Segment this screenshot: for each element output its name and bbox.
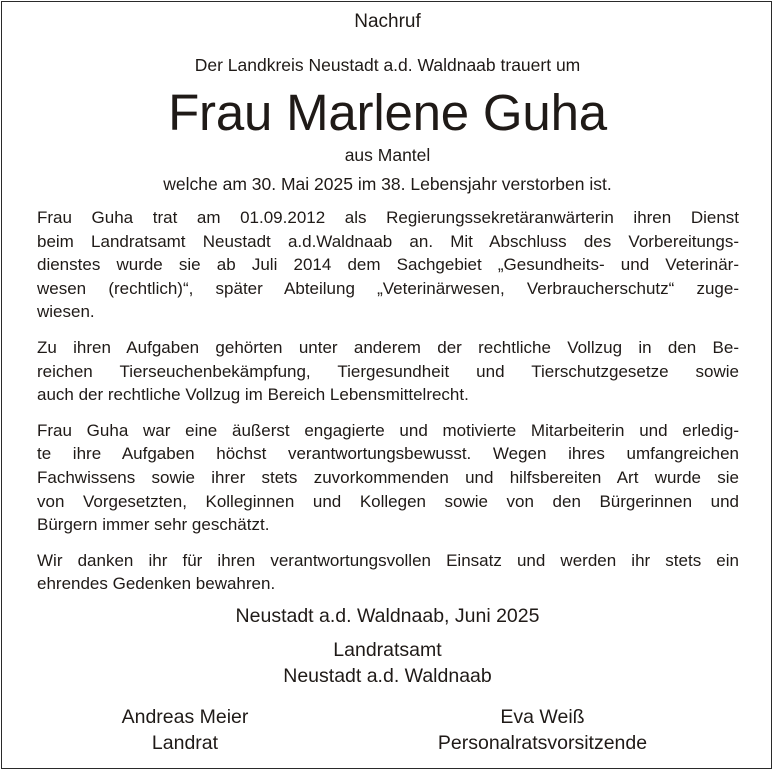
notice-body [37,206,739,608]
signatory-name: Andreas Meier [121,706,249,728]
deceased-name: Frau Marlene Guha [168,84,607,141]
paragraph-career [37,206,739,324]
body-line: Frau Guha trat am 01.09.2012 als Regierungssekretäranwärterin ihren Dienst [37,208,739,227]
body-line: reichen Tierseuchenbekämpfung, Tiergesundheit und Tierschutzgesetze sowie [37,361,739,381]
origin-line: aus Mantel [344,145,431,165]
body-line: ehrendes Gedenken bewahren. [37,574,276,594]
paragraph-duties [37,336,739,407]
body-line: auch der rechtliche Vollzug im Bereich Lebensmittelrecht. [37,385,469,405]
notice-heading: Nachruf [354,11,421,32]
body-line: beim Landratsamt Neustadt a.d.Waldnaab an. Mit Abschluss des Vorbereitungs- [37,231,739,251]
body-line: Wir danken ihr für ihren verantwortungsvollen Einsatz und werden ihr stets ein [37,550,739,570]
body-line: von Vorgesetzten, Kolleginnen und Kollegen sowie von den Bürgerinnen und [37,491,739,511]
signatory-right [400,704,685,756]
body-line: wiesen. [37,302,95,322]
signatory-title: Landrat [151,732,219,754]
signatory-left [60,704,310,756]
signatory-name: Eva Weiß [500,706,585,728]
body-line: dienstes wurde sie ab Juli 2014 dem Sachgebiet „Gesundheits- und Veterinär- [37,255,739,275]
body-line: Bürgern immer sehr geschätzt. [37,515,270,535]
signatory-title: Personalratsvorsitzende [437,732,648,754]
body-line: te ihre Aufgaben höchst verantwortungsbewusst. Wegen ihres umfangreichen [37,444,739,464]
organization-line-2: Neustadt a.d. Waldnaab [283,665,492,687]
body-line: Fachwissens sowie ihrer stets zuvorkommenden und hilfsbereiten Art wurde sie [37,467,739,487]
intro-line: Der Landkreis Neustadt a.d. Waldnaab trauert um [194,55,581,75]
paragraph-thanks [37,549,739,596]
death-line: welche am 30. Mai 2025 im 38. Lebensjahr verstorben ist. [163,174,612,194]
body-line: wesen (rechtlich)“, später Abteilung „Veterinärwesen, Verbraucherschutz“ zuge- [37,278,739,298]
organization-line-1: Landratsamt [333,639,442,661]
body-line: Zu ihren Aufgaben gehörten unter anderem der rechtliche Vollzug in den Be- [37,337,739,357]
place-date: Neustadt a.d. Waldnaab, Juni 2025 [235,605,540,627]
body-line: Frau Guha war eine äußerst engagierte und motivierte Mitarbeiterin und erledig- [37,420,739,440]
paragraph-tribute [37,419,739,537]
